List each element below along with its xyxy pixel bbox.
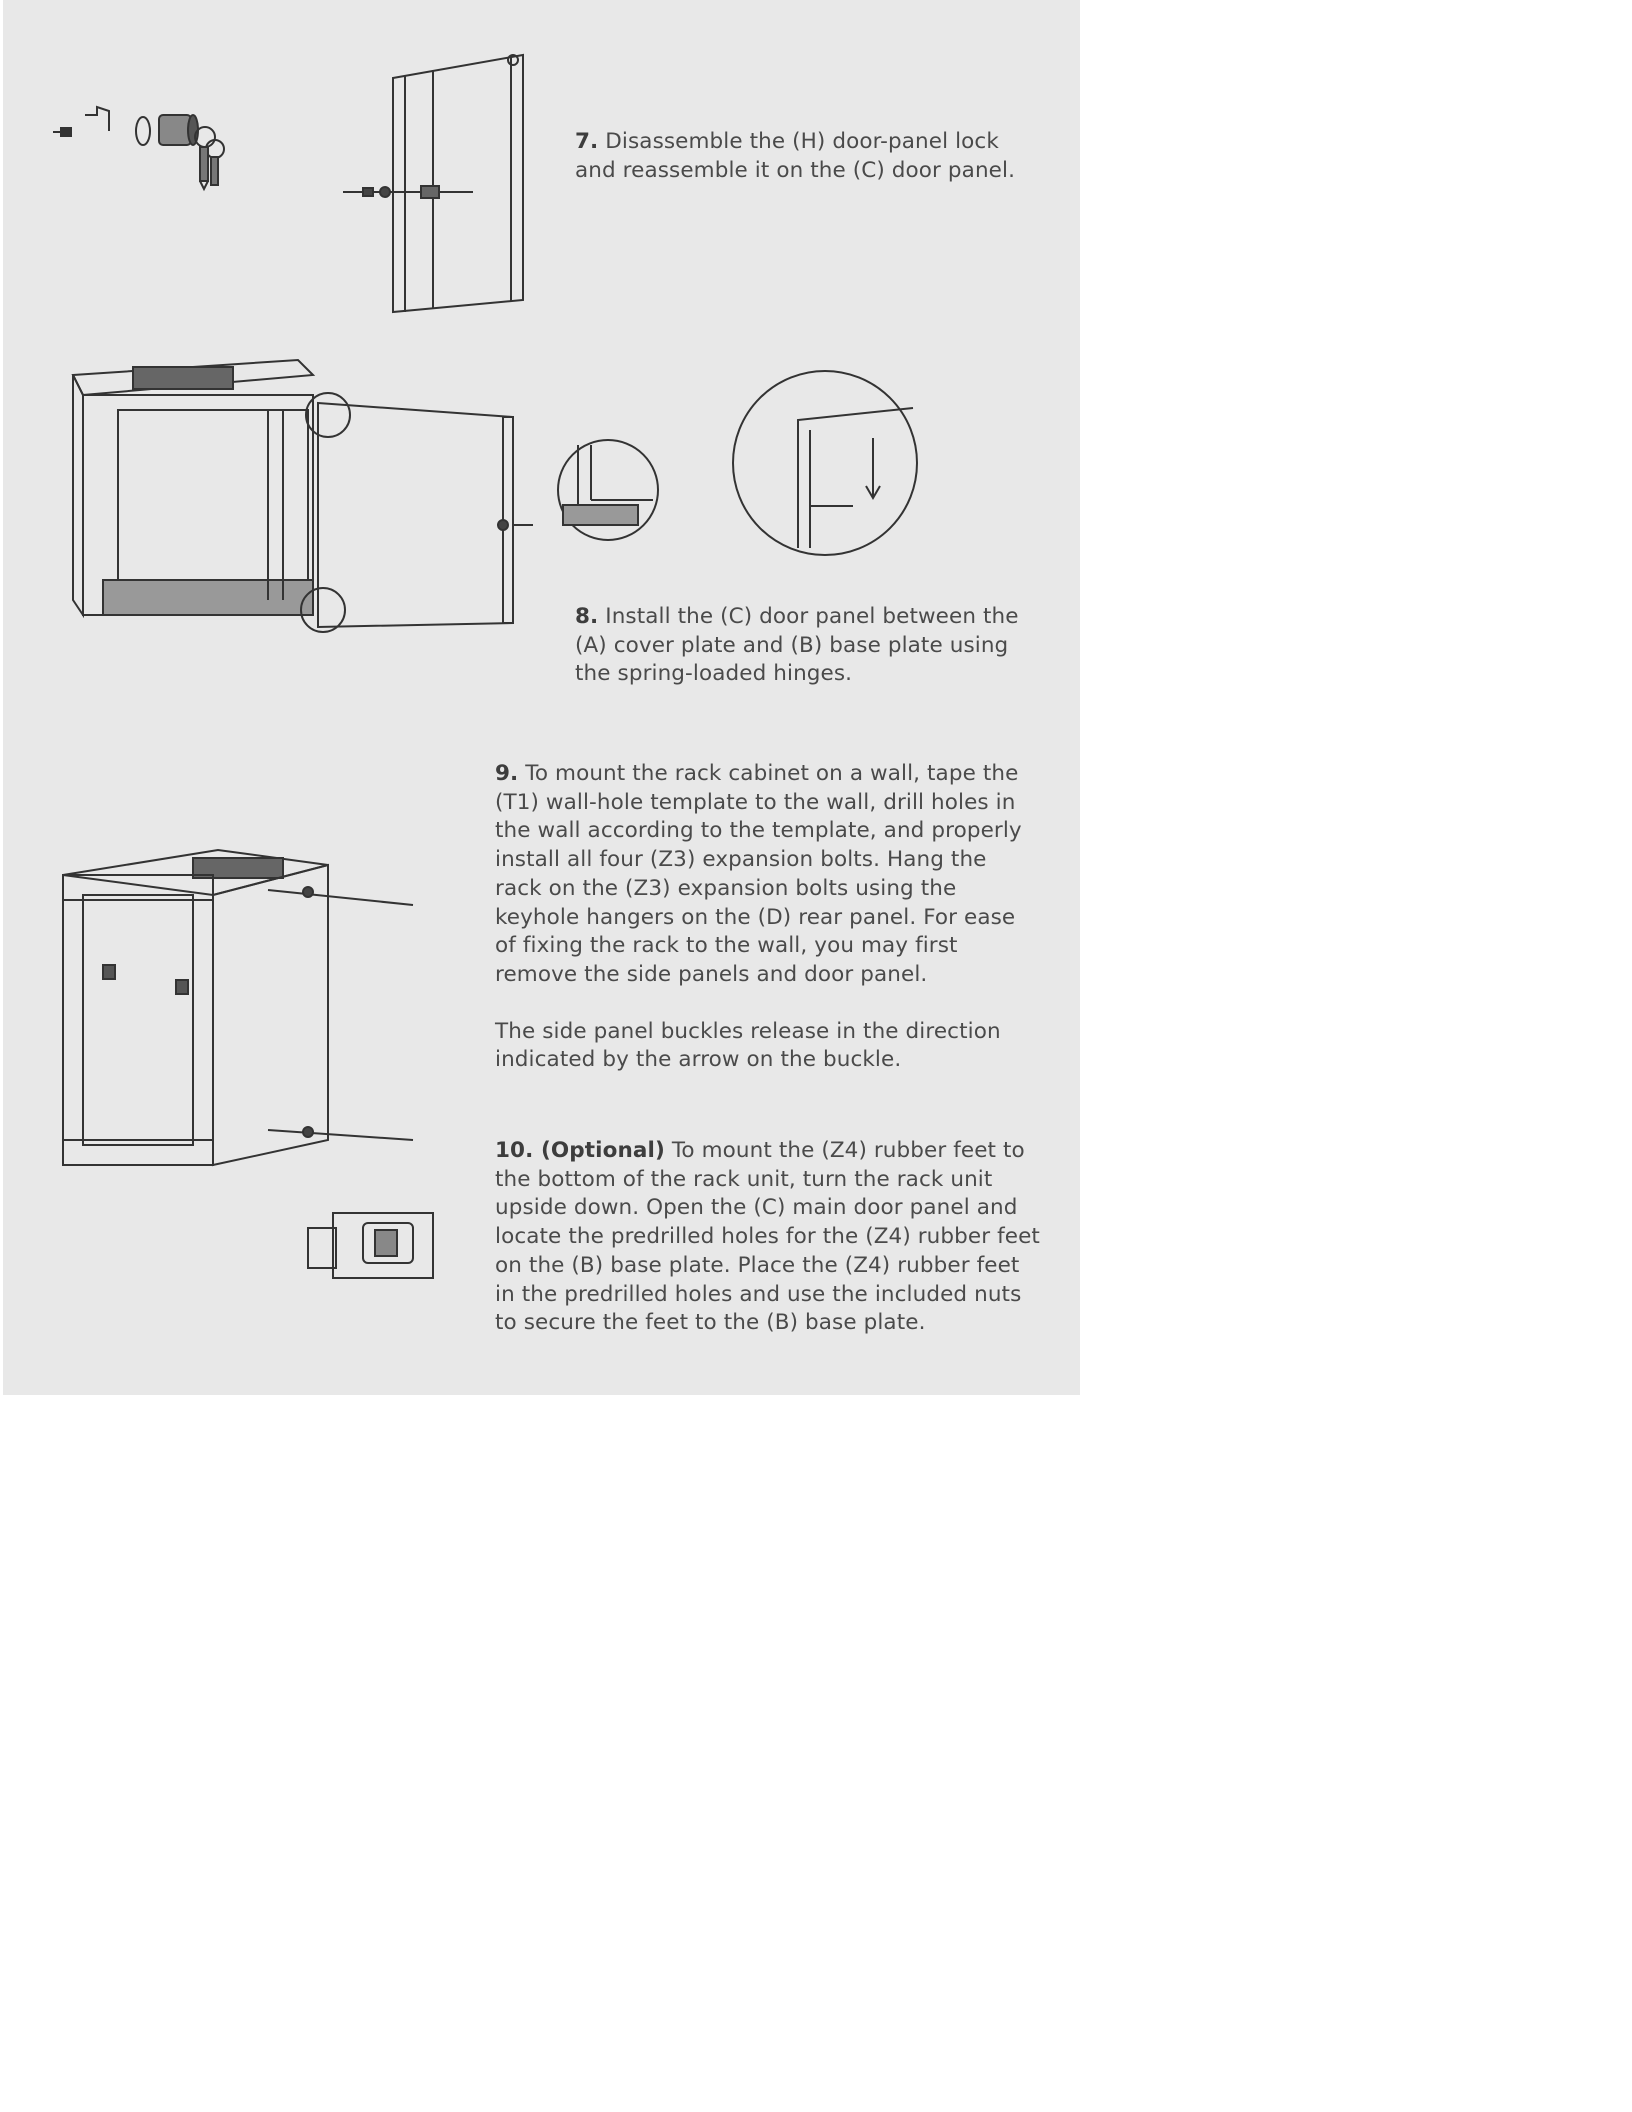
step-7-text: Disassemble the (H) door-panel lock and reassemble it on the (C) door panel. <box>575 129 1016 183</box>
door-panel-lock-illustration <box>333 50 533 315</box>
manual-page-scan <box>3 0 1080 1395</box>
step-10-number: 10. (Optional) <box>495 1138 665 1163</box>
hinge-detail-large-illustration <box>728 368 923 558</box>
step-10 <box>495 1137 1040 1338</box>
step-7 <box>575 128 1045 185</box>
step-9-number: 9. <box>495 761 519 786</box>
lock-parts-illustration <box>53 95 238 230</box>
side-panel-buckle-illustration <box>303 1208 438 1283</box>
step-8-number: 8. <box>575 604 599 629</box>
cabinet-door-install-illustration <box>63 355 543 640</box>
step-9 <box>495 760 1040 1075</box>
wall-mount-cabinet-illustration <box>58 840 428 1180</box>
step-7-number: 7. <box>575 129 599 154</box>
step-9-text: To mount the rack cabinet on a wall, tape the (T1) wall-hole template to the wall, drill holes in the wall according to the template, and properly install all four (Z3) expansion bolts. Hang the rack on the (Z3) expansion bolts using the keyhole hangers on the (D) rear panel. For ease of fixing the rack to the wall, you may first remove the side panels and door panel. <box>495 761 1022 987</box>
step-9-note: The side panel buckles release in the direction indicated by the arrow on the buckle. <box>495 1018 1001 1073</box>
step-10-text: To mount the (Z4) rubber feet to the bottom of the rack unit, turn the rack unit upside down. Open the (C) main door panel and locate the predrilled holes for the (Z4) rubber feet on the (B) base plate. Place the (Z4) rubber feet in the predrilled holes and use the included nuts to secure the feet to the (B) base plate. <box>495 1138 1040 1336</box>
hinge-detail-small-illustration <box>553 435 663 545</box>
step-8-text: Install the (C) door panel between the (A) cover plate and (B) base plate using the spring-loaded hinges. <box>575 604 1019 687</box>
step-8 <box>575 603 1045 689</box>
